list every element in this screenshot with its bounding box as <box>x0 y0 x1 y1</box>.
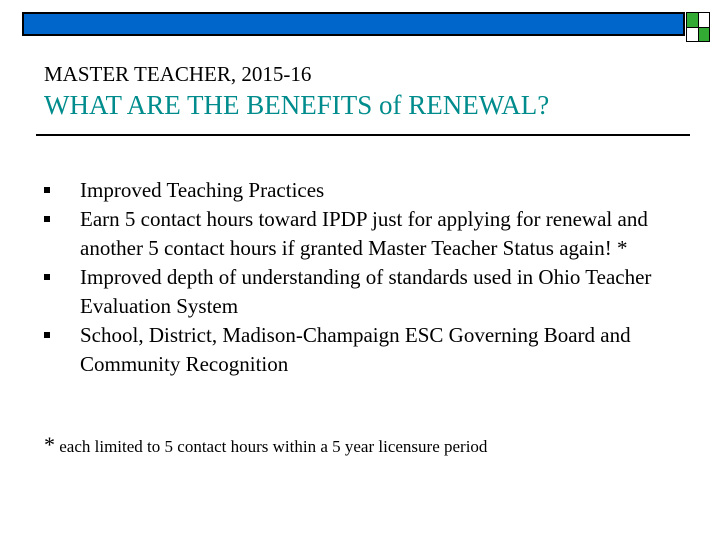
corner-squares-decoration <box>686 12 710 42</box>
bullet-text: School, District, Madison-Champaign ESC Governing Board and Community Recognition <box>80 323 631 376</box>
bullet-text: Earn 5 contact hours toward IPDP just for applying for renewal and another 5 contact hours if granted Master Teacher Status again! * <box>80 207 648 260</box>
list-item <box>44 176 694 205</box>
slide-subtitle: MASTER TEACHER, 2015-16 <box>44 62 312 86</box>
list-item <box>44 205 694 263</box>
footnote <box>44 432 704 460</box>
top-decorative-bar <box>22 12 685 36</box>
title-divider <box>36 134 690 136</box>
square-bullet-icon <box>44 205 56 234</box>
footnote-marker: * <box>44 432 55 457</box>
green-square-bottom-right <box>698 27 710 42</box>
bullet-text: Improved depth of understanding of standards used in Ohio Teacher Evaluation System <box>80 265 652 318</box>
square-bullet-icon <box>44 263 56 292</box>
list-item <box>44 263 694 321</box>
bullet-text: Improved Teaching Practices <box>80 178 325 202</box>
list-item <box>44 321 694 379</box>
footnote-text: each limited to 5 contact hours within a 5 year licensure period <box>55 437 488 456</box>
square-bullet-icon <box>44 321 56 350</box>
square-bullet-icon <box>44 176 56 205</box>
white-square-top-right <box>698 12 710 28</box>
benefits-list <box>44 176 694 379</box>
slide-title: WHAT ARE THE BENEFITS of RENEWAL? <box>44 90 550 120</box>
